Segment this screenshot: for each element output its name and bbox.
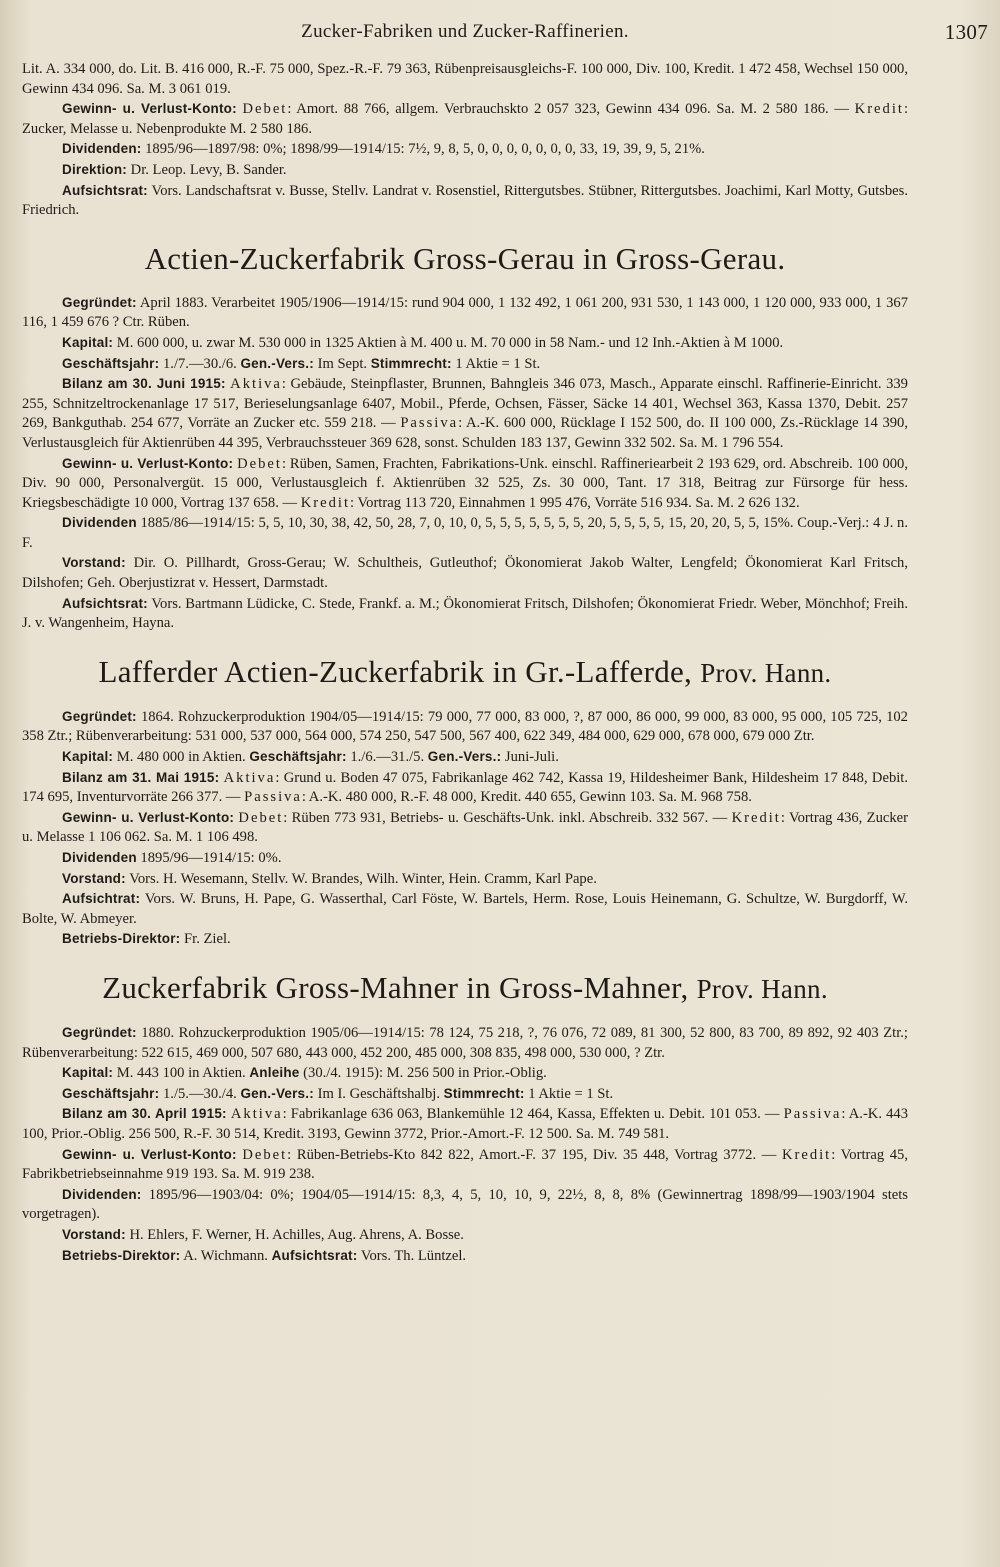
dividends (22, 848, 908, 869)
debet-text: : Rüben 773 931, Betriebs- u. Geschäfts-Unk. inkl. Abschreib. 332 567. — (283, 809, 728, 826)
profit-loss-account (22, 808, 908, 848)
founded (22, 707, 908, 747)
founded (22, 1023, 908, 1063)
voting-right-text: 1 Aktie = 1 St. (528, 1085, 614, 1102)
passiva-text: : A.-K. 443 100, Prior.-Oblig. 256 500, R.-F. 30 514, Kredit. 3193, Gewinn 3772, Prior.-Amort.-F. 12 500. Sa. M. 749 581. (22, 1106, 909, 1142)
profit-loss-account (22, 454, 908, 514)
profit-loss-label: Gewinn- u. Verlust-Konto: (62, 1146, 237, 1162)
operations-director-supervisory (22, 1246, 908, 1267)
aktiva-label: Aktiva (223, 769, 276, 786)
debet-text: : Rüben-Betriebs-Kto 842 822, Amort.-F. 37 195, Div. 35 448, Vortrag 3772. — (287, 1146, 777, 1163)
capital-text: M. 480 000 in Aktien. (116, 749, 246, 766)
supervisory-board-label: Aufsichtsrat: (62, 182, 148, 198)
supervisory-board-label: Aufsichtsrat: (271, 1247, 358, 1263)
kredit-text: : Vortrag 113 720, Einnahmen 1 995 476, Vorräte 516 934. Sa. M. 2 626 132. (350, 494, 800, 511)
loan-label: Anleihe (249, 1065, 300, 1081)
dividends-label: Dividenden (62, 850, 137, 865)
dividends (22, 513, 908, 553)
dividends-text: 1895/96—1903/04: 0%; 1904/05—1914/15: 8,3, 4, 5, 10, 10, 9, 22½, 8, 8, 8% (Gewinnertrag 1898/99—1903/1904 stets vorgetragen). (22, 1186, 908, 1223)
previous-company-continuation (22, 60, 908, 221)
capital (22, 333, 908, 354)
voting-right-text: 1 Aktie = 1 St. (455, 355, 541, 372)
direction (22, 160, 908, 181)
general-meeting-text: Im I. Geschäftshalbj. (317, 1085, 440, 1102)
balance-sheet (22, 768, 908, 808)
board-label: Vorstand: (62, 1226, 126, 1242)
fiscal-year-text: 1./5.—30./4. (163, 1085, 237, 1102)
operations-director-text: Fr. Ziel. (184, 931, 231, 948)
loan-text: (30./4. 1915): M. 256 500 in Prior.-Oblig. (303, 1065, 547, 1082)
kredit-label: Kredit (731, 809, 781, 826)
company-title-main: Lafferder Actien-Zuckerfabrik in Gr.-Lafferde, (98, 653, 693, 689)
board-text: Vors. H. Wesemann, Stellv. W. Brandes, Wilh. Winter, Hein. Cramm, Karl Pape. (129, 870, 597, 887)
supervisory-board (22, 181, 908, 221)
balance-sheet (22, 374, 908, 453)
general-meeting-label: Gen.-Vers.: (240, 355, 314, 371)
passiva-text: : A.-K. 480 000, R.-F. 48 000, Kredit. 440 655, Gewinn 103. Sa. M. 968 758. (301, 789, 752, 806)
board-text: H. Ehlers, F. Werner, H. Achilles, Aug. Ahrens, A. Bosse. (129, 1226, 464, 1243)
kredit-text: : Zucker, Melasse u. Nebenprodukte M. 2 580 186. (22, 101, 909, 137)
kredit-label: Kredit (854, 101, 904, 118)
kredit-text: : Vortrag 436, Zucker u. Melasse 1 106 062. Sa. M. 1 106 498. (22, 809, 908, 846)
profit-loss-label: Gewinn- u. Verlust-Konto: (62, 455, 234, 471)
voting-right-label: Stimmrecht: (370, 355, 452, 371)
supervisory-board-label: Aufsichtsrat: (62, 595, 148, 611)
capital-text: M. 443 100 in Aktien. (116, 1065, 246, 1082)
general-meeting-text: Im Sept. (317, 355, 368, 372)
debet-text: : Rüben, Samen, Frachten, Fabrikations-Unk. einschl. Raffineriearbeit 2 193 629, ord. Abschreib. 100 000, Div. 90 000, Personalvergüt. 15 000, Verlustausgleich f. Aktienrüben 32 525, Zs. 30 000, Tant. 17 318, Beitrag zur Fürsorge für hess. Kriegsbeschädigte 10 000, Vortrag 137 658. — (22, 455, 908, 511)
founded-label: Gegründet: (62, 1024, 137, 1040)
passiva-text: : A.-K. 600 000, Rücklage I 152 500, do. II 100 000, Zs.-Rücklage 14 390, Verlustausgleich für Aktienrüben 44 395, Verbrauchssteuer 369 628, sonst. Schulden 183 137, Gewinn 332 502. Sa. M. 1 796 554. (22, 415, 908, 451)
running-head (22, 18, 988, 46)
aktiva-label: Aktiva (230, 1106, 283, 1123)
supervisory-board-text: Vors. Landschaftsrat v. Busse, Stellv. Landrat v. Rosenstiel, Rittergutsbes. Stübner, Rittergutsbes. Joachimi, Karl Motty, Gutsbes. Friedrich. (22, 182, 908, 219)
passiva-label: Passiva (400, 415, 459, 432)
kredit-text: : Vortrag 45, Fabrikbetriebseinnahme 919 193. Sa. M. 919 238. (22, 1146, 908, 1183)
capital-text: M. 600 000, u. zwar M. 530 000 in 1325 Aktien à M. 400 u. M. 70 000 in 58 Nam.- und 12 Inh.-Aktien à M 1000. (116, 334, 784, 351)
supervisory-board (22, 889, 908, 929)
dividends-label: Dividenden: (62, 1186, 142, 1202)
company-title: Actien-Zuckerfabrik Gross-Gerau in Gross-Gerau. (144, 240, 786, 276)
debet-label: Debet (242, 1146, 288, 1163)
company-title-province: Prov. Hann. (700, 657, 832, 688)
aktiva-label: Aktiva (230, 376, 282, 393)
board-label: Vorstand: (62, 870, 126, 886)
debet-label: Debet (242, 101, 288, 118)
company-gross-gerau (22, 241, 908, 634)
dividends-label: Dividenden (62, 515, 137, 531)
profit-loss-account (22, 1145, 908, 1185)
company-gross-mahner (22, 970, 908, 1266)
fiscal-year-label: Geschäftsjahr: (249, 749, 347, 765)
company-title-main: Zuckerfabrik Gross-Mahner in Gross-Mahner, (102, 969, 689, 1005)
capital-label: Kapital: (62, 749, 114, 765)
founded-text: 1864. Rohzuckerproduktion 1904/05—1914/15: 79 000, 77 000, 83 000, ?, 87 000, 86 000, 99 000, 83 000, 95 000, 105 725, 102 358 Ztr.; Rübenverarbeitung: 531 000, 537 000, 564 000, 574 250, 547 500, 567 400, 622 349, 484 000, 629 000, 678 000, 679 000 Ztr. (22, 708, 908, 745)
fiscal-year-text: 1./7.—30./6. (163, 355, 237, 372)
profit-loss-account (22, 99, 908, 139)
board (22, 553, 908, 593)
founded-label: Gegründet: (62, 294, 137, 310)
passiva-label: Passiva (244, 789, 302, 806)
balance-continuation: Lit. A. 334 000, do. Lit. B. 416 000, R.-F. 75 000, Spez.-R.-F. 79 363, Rübenpreisausgleichs-F. 100 000, Div. 100, Kredit. 1 472 458, Wechsel 150 000, Gewinn 434 096. Sa. M. 3 061 019. (22, 61, 908, 97)
founded (22, 293, 908, 333)
capital-label: Kapital: (62, 334, 114, 350)
kredit-label: Kredit (300, 494, 351, 511)
fiscal-meta (22, 354, 908, 375)
dividends (22, 1185, 908, 1225)
kredit-label: Kredit (781, 1146, 832, 1163)
operations-director-text: A. Wichmann. (183, 1247, 268, 1264)
board (22, 869, 908, 890)
company-title-province: Prov. Hann. (696, 973, 828, 1004)
operations-director-label: Betriebs-Direktor: (62, 1247, 181, 1263)
general-meeting-label: Gen.-Vers.: (427, 749, 502, 765)
board (22, 1225, 908, 1246)
page-number: 1307 (944, 20, 988, 44)
debet-label: Debet (238, 809, 284, 826)
supervisory-board-label: Aufsichtrat: (62, 891, 141, 907)
operations-director-label: Betriebs-Direktor: (62, 931, 181, 947)
debet-text: : Amort. 88 766, allgem. Verbrauchskto 2 057 323, Gewinn 434 096. Sa. M. 2 580 186. — (287, 101, 849, 118)
fiscal-year-label: Geschäftsjahr: (62, 1085, 160, 1101)
dividends-text: 1895/96—1914/15: 0%. (140, 850, 282, 866)
supervisory-board-text: Vors. Th. Lüntzel. (360, 1247, 467, 1264)
capital-label: Kapital: (62, 1065, 114, 1081)
founded-text: 1880. Rohzuckerproduktion 1905/06—1914/15: 78 124, 75 218, ?, 76 076, 72 089, 81 300, 52 800, 83 700, 89 892, 92 403 Ztr.; Rübenverarbeitung: 522 615, 469 000, 507 680, 443 000, 452 200, 485 000, 308 835, 498 000, 530 000, ? Ztr. (22, 1024, 908, 1061)
voting-right-label: Stimmrecht: (443, 1085, 525, 1101)
founded-label: Gegründet: (62, 708, 137, 724)
fiscal-meta (22, 1084, 908, 1105)
debet-label: Debet (237, 455, 282, 472)
company-title (22, 970, 908, 1007)
fiscal-year-label: Geschäftsjahr: (62, 355, 160, 371)
direction-text: Dr. Leop. Levy, B. Sander. (130, 161, 287, 178)
capital-fiscal-meta (22, 747, 908, 768)
direction-label: Direktion: (62, 161, 128, 177)
balance-sheet (22, 1104, 908, 1144)
dividends-label: Dividenden: (62, 141, 142, 157)
balance-label: Bilanz am 30. April 1915: (62, 1106, 227, 1122)
company-title (22, 654, 908, 691)
capital-loan (22, 1063, 908, 1084)
board-text: Dir. O. Pillhardt, Gross-Gerau; W. Schultheis, Gutleuthof; Ökonomierat Jakob Walter, Lengfeld; Ökonomierat Karl Fritsch, Dilshofen; Geh. Oberjustizrat v. Hessert, Darmstadt. (22, 555, 908, 592)
passiva-label: Passiva (783, 1106, 842, 1123)
company-lafferde (22, 654, 908, 950)
aktiva-text: : Gebäude, Steinpflaster, Brunnen, Bahngleis 346 073, Masch., Apparate einschl. Raffinerie-Einricht. 339 255, Schnitzeltrockenanlage 17 517, Berieselungsanlage 6407, Mobil., Pferde, Ochsen, Fässer, Säcke 14 401, Wechsel 363, Kassa 1370, Debit. 257 269, Bankguthab. 254 677, Vorräte an Zucker etc. 559 218. — (22, 376, 908, 432)
dividends (22, 139, 908, 160)
supervisory-board (22, 594, 908, 634)
dividends-text: 1895/96—1897/98: 0%; 1898/99—1914/15: 7½, 9, 8, 5, 0, 0, 0, 0, 0, 0, 0, 33, 19, 39, 9, 5, 21%. (145, 141, 705, 158)
general-meeting-text: Juni-Juli. (504, 749, 559, 766)
supervisory-board-text: Vors. Bartmann Lüdicke, C. Stede, Frankf. a. M.; Ökonomierat Fritsch, Dilshofen; Ökonomierat Friedr. Weber, Mönchhof; Freih. J. v. Wangenheim, Hayna. (22, 595, 909, 632)
balance-label: Bilanz am 30. Juni 1915: (62, 376, 226, 392)
fiscal-year-text: 1./6.—31./5. (350, 749, 425, 766)
profit-loss-label: Gewinn- u. Verlust-Konto: (62, 101, 237, 117)
dividends-text: 1885/86—1914/15: 5, 5, 10, 30, 38, 42, 50, 28, 7, 0, 10, 0, 5, 5, 5, 5, 5, 5, 5, 20, 5, 5, 5, 5, 15, 20, 20, 5, 5, 15%. Coup.-Verj.: 4 J. n. F. (22, 515, 908, 551)
supervisory-board-text: Vors. W. Bruns, H. Pape, G. Wasserthal, Carl Föste, W. Bartels, Herm. Rose, Louis Heinemann, G. Schultze, W. Burgdorff, W. Bolte, W. Abmeyer. (22, 891, 908, 927)
founded-text: April 1883. Verarbeitet 1905/1906—1914/15: rund 904 000, 1 132 492, 1 061 200, 931 530, 1 143 000, 1 120 000, 933 000, 1 367 116, 1 459 676 ? Ctr. Rüben. (22, 294, 908, 331)
balance-label: Bilanz am 31. Mai 1915: (62, 769, 220, 785)
general-meeting-label: Gen.-Vers.: (240, 1085, 314, 1101)
running-head-title: Zucker-Fabriken und Zucker-Raffinerien. (301, 21, 629, 42)
aktiva-text: : Grund u. Boden 47 075, Fabrikanlage 462 742, Kassa 19, Hildesheimer Bank, Hildesheim 17 848, Debit. 174 695, Inventurvorräte 266 377. — (22, 769, 908, 806)
operations-director (22, 929, 908, 950)
board-label: Vorstand: (62, 555, 126, 571)
aktiva-text: : Fabrikanlage 636 063, Blankemühle 12 464, Kassa, Effekten u. Debit. 101 053. — (282, 1106, 780, 1123)
profit-loss-label: Gewinn- u. Verlust-Konto: (62, 809, 235, 825)
